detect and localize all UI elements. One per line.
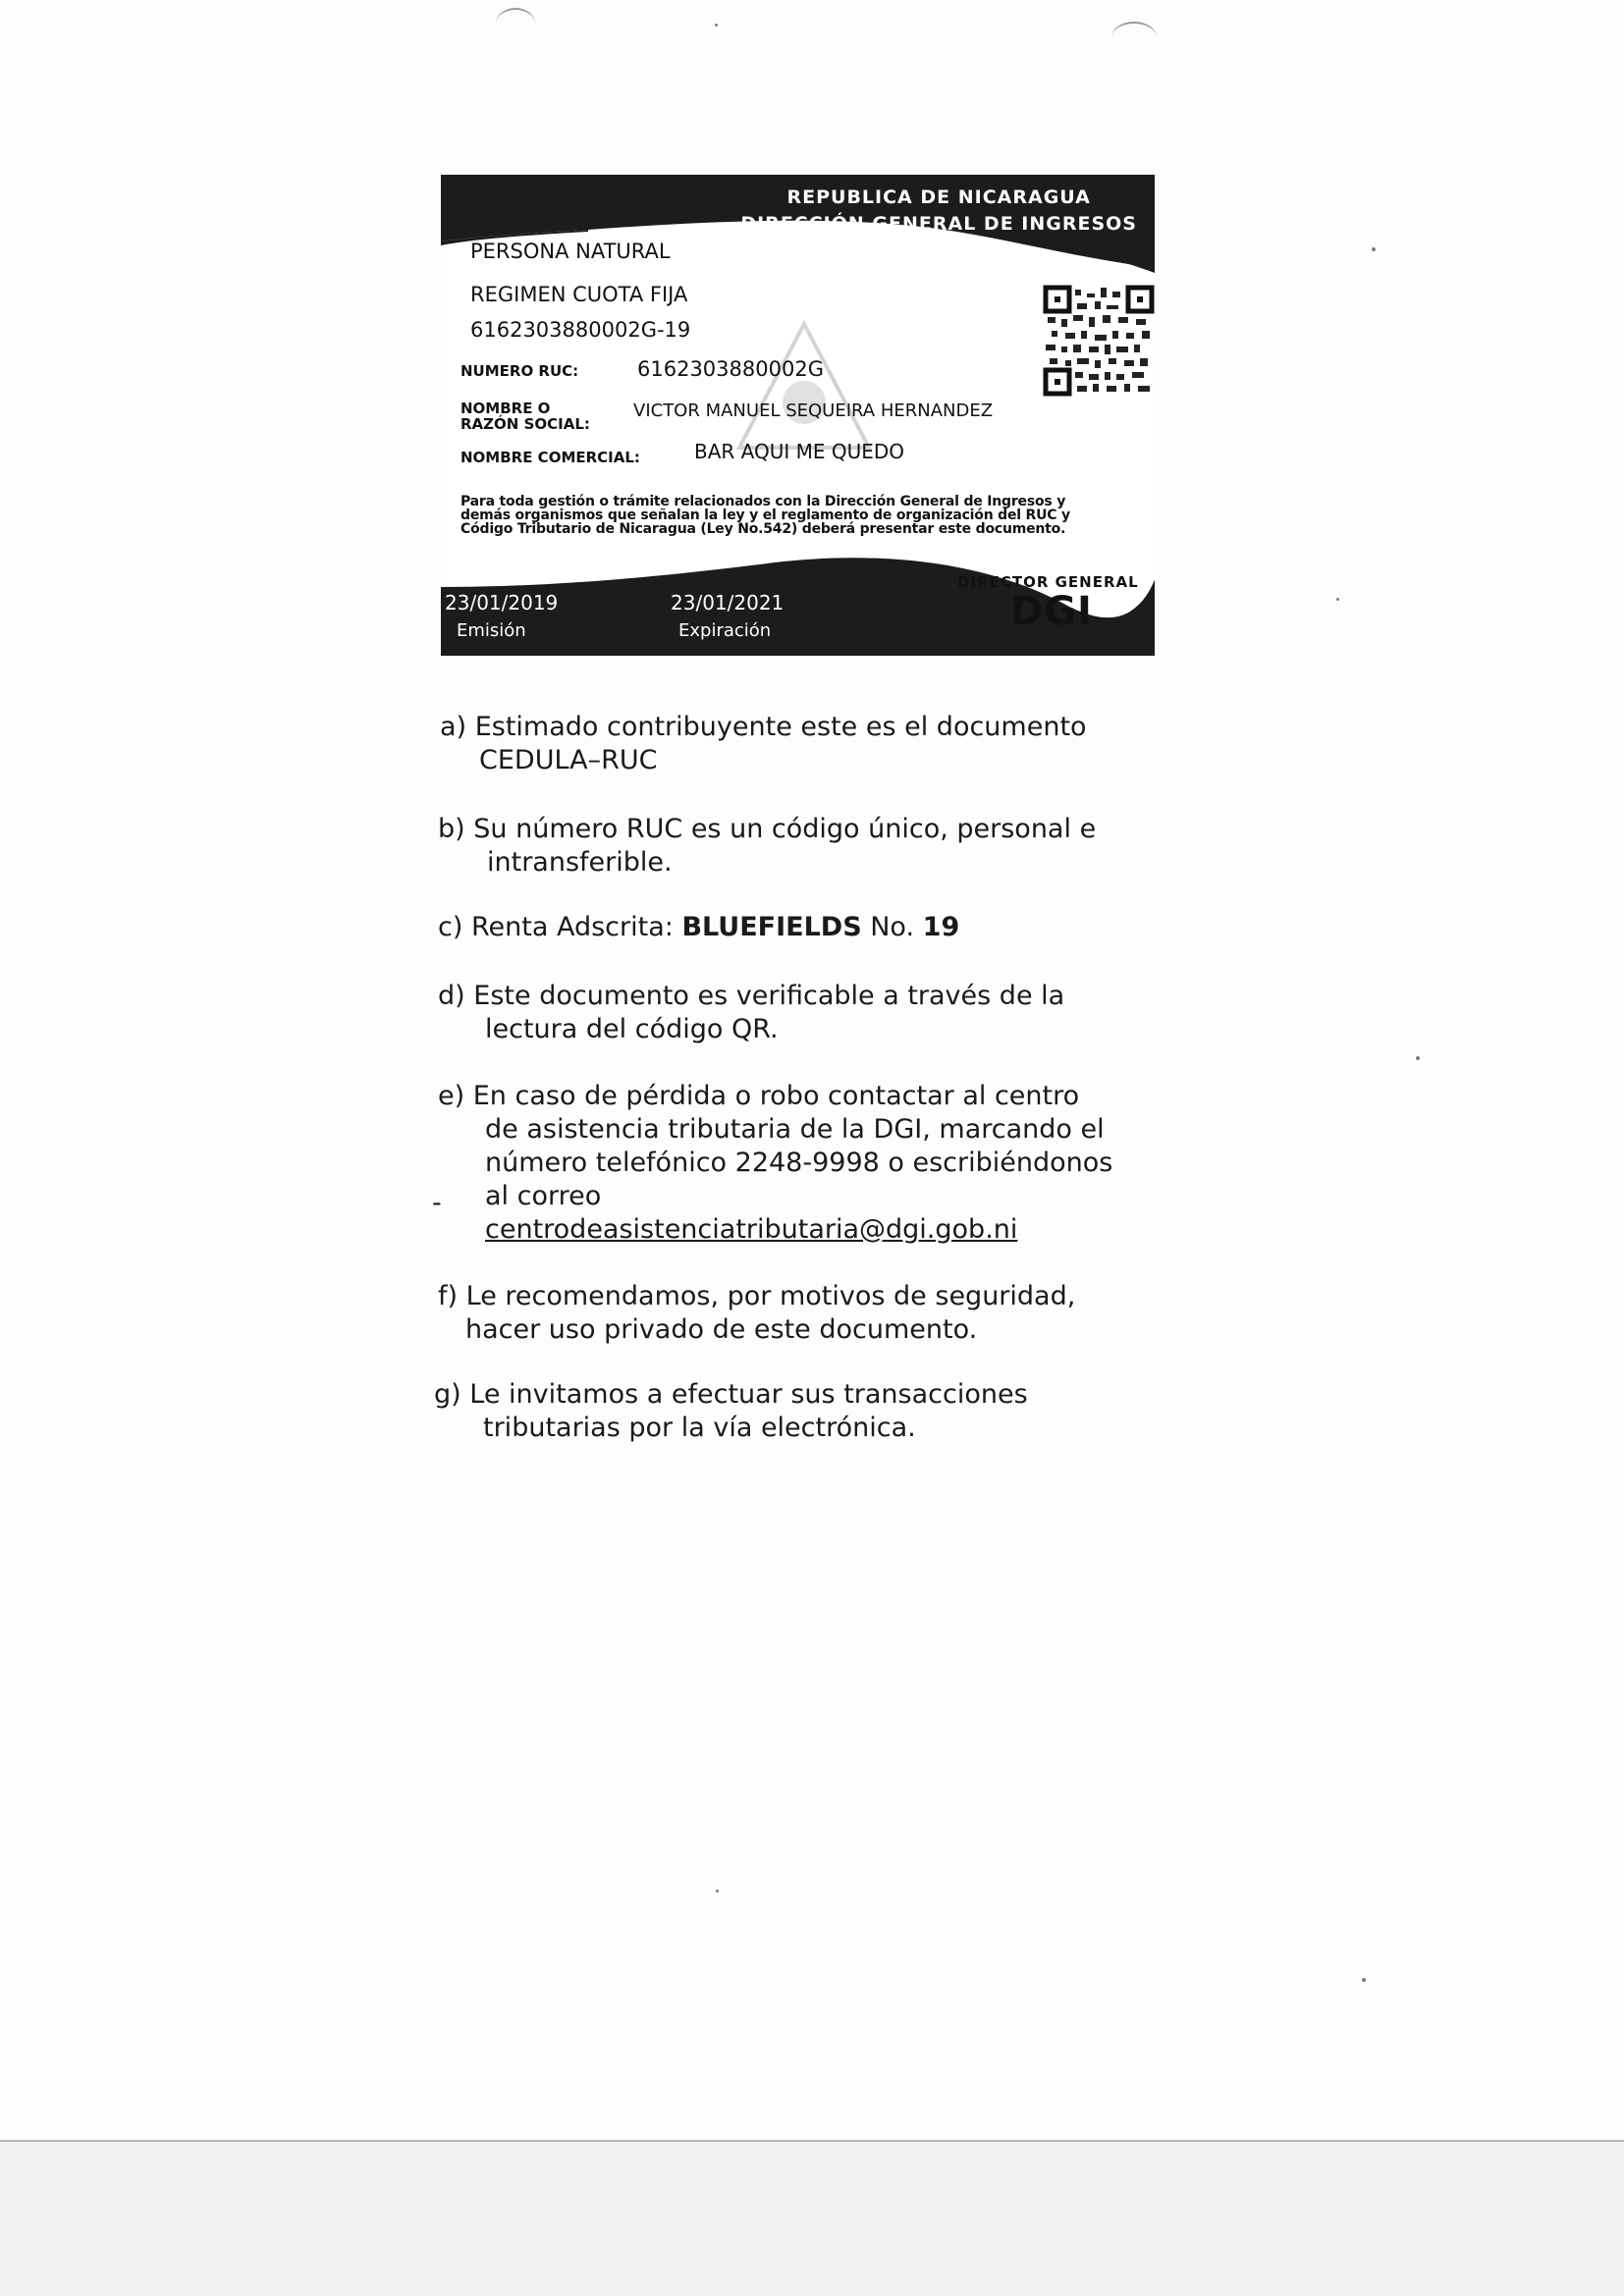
expiracion-date: 23/01/2021: [671, 591, 785, 614]
item-marker: f): [438, 1281, 459, 1311]
comercial-value: BAR AQUI ME QUEDO: [694, 440, 905, 463]
item-text-cont: de asistencia tributaria de la DGI, marcando el: [485, 1114, 1105, 1145]
scan-speck: [1336, 598, 1339, 601]
scan-speck: [1416, 1056, 1420, 1060]
item-text-cont: tributarias por la vía electrónica.: [483, 1413, 916, 1443]
scan-bottom-band: [0, 2142, 1624, 2296]
item-text-cont: número telefónico 2248-9998 o escribiéndonos: [485, 1148, 1113, 1178]
item-text: Le invitamos a efectuar sus transacciones: [469, 1379, 1028, 1410]
nombre-value: VICTOR MANUEL SEQUEIRA HERNANDEZ: [633, 400, 994, 421]
scan-speck: [716, 1890, 719, 1893]
item-marker: d): [438, 981, 465, 1011]
nombre-label-line2: RAZÓN SOCIAL:: [460, 415, 590, 433]
scan-speck: [1362, 1978, 1366, 1982]
qr-code: [1046, 288, 1152, 394]
renta-number: 19: [922, 912, 960, 942]
ruc-label: NUMERO RUC:: [460, 362, 579, 380]
ruc-value: 6162303880002G: [637, 357, 824, 381]
card-header: [740, 185, 1137, 264]
item-marker: g): [434, 1379, 461, 1410]
nombre-label-line1: NOMBRE O: [460, 400, 551, 417]
emision-label: Emisión: [457, 620, 526, 641]
item-text: Le recomendamos, por motivos de seguridad,: [465, 1281, 1076, 1311]
scan-speck: [715, 24, 718, 27]
list-item-e: [438, 1080, 1112, 1247]
header-doc-type: CEDULA - RUC: [867, 240, 1011, 260]
nicaragua-seal-watermark: [739, 324, 869, 448]
dgi-logo-text: DGI: [1010, 589, 1093, 634]
emision-date: 23/01/2019: [445, 591, 559, 614]
ruc-card: [441, 175, 1155, 656]
support-email-link[interactable]: centrodeasistenciatributaria@dgi.gob.ni: [485, 1214, 1018, 1245]
item-marker: c): [438, 912, 463, 942]
renta-no-label: No.: [870, 912, 915, 942]
list-item-b: [438, 813, 1096, 880]
paper-curl-left: [496, 8, 535, 39]
header-agency: DIRECCIÓN GENERAL DE INGRESOS: [740, 213, 1137, 235]
item-marker: e): [438, 1081, 465, 1111]
item-text-cont: intransferible.: [487, 847, 673, 878]
list-item-f: [438, 1280, 1075, 1347]
expiracion-label: Expiración: [678, 620, 772, 641]
card-legal-note: Para toda gestión o trámite relacionados con la Dirección General de Ingresos y demás organismos que señalan la ley y el reglamento de organización del RUC y Código Tributario de Nicaragua (Ley No.542) deberá presentar este documento.: [460, 494, 1070, 537]
comercial-label: NOMBRE COMERCIAL:: [460, 449, 640, 466]
header-country: REPUBLICA DE NICARAGUA: [786, 187, 1091, 208]
item-marker: b): [438, 814, 465, 844]
paper-curl-right: [1111, 22, 1157, 53]
item-marker: a): [440, 712, 467, 742]
item-text: Renta Adscrita:: [470, 912, 674, 942]
margin-dash: -: [432, 1188, 442, 1218]
renta-place: BLUEFIELDS: [681, 912, 862, 942]
item-text-cont: CEDULA–RUC: [479, 745, 658, 775]
item-text-cont: hacer uso privado de este documento.: [465, 1314, 978, 1345]
item-text: Estimado contribuyente este es el documento: [474, 712, 1087, 742]
item-text: En caso de pérdida o robo contactar al centro: [472, 1081, 1080, 1111]
card-code: 6162303880002G-19: [470, 318, 691, 342]
item-text: Su número RUC es un código único, personal e: [473, 814, 1097, 844]
regimen: REGIMEN CUOTA FIJA: [470, 283, 688, 306]
scan-speck: [1372, 247, 1376, 251]
persona-type: PERSONA NATURAL: [470, 240, 671, 263]
item-text: Este documento es verificable a través de la: [473, 981, 1065, 1011]
item-text-cont: lectura del código QR.: [485, 1014, 779, 1044]
list-item-c: [438, 911, 959, 944]
list-item-a: [440, 711, 1087, 777]
item-text-cont: al correo: [485, 1181, 602, 1211]
director-label: DIRECTOR GENERAL: [957, 573, 1139, 591]
list-item-d: [438, 980, 1064, 1046]
list-item-g: [434, 1378, 1028, 1445]
